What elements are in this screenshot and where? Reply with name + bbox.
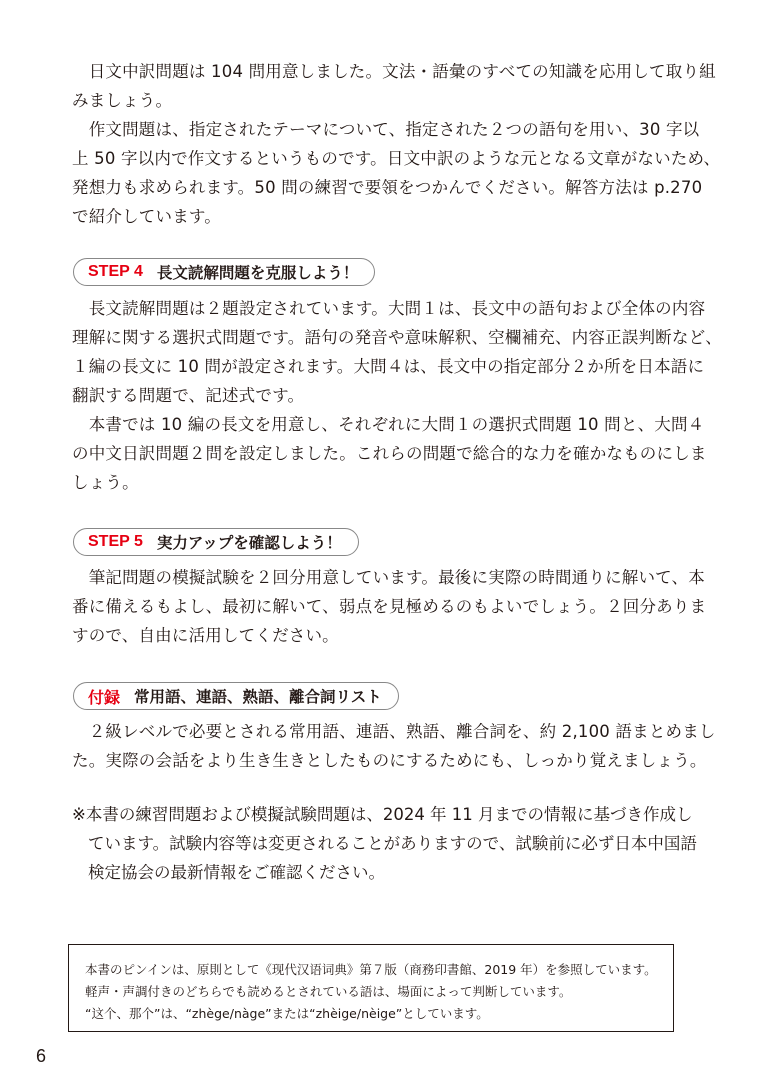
text-line: の中文日訳問題２問を設定しました。これらの問題で総合的な力を確かなものにしま — [72, 444, 707, 463]
text-line: で紹介しています。 — [72, 207, 221, 226]
intro-paragraph-translation — [72, 57, 716, 115]
text-line: みましょう。 — [72, 91, 173, 110]
appendix-heading — [73, 682, 399, 710]
text-line: 番に備えるもよし、最初に解いて、弱点を見極めるのもよいでしょう。２回分ありま — [72, 597, 707, 616]
text-line: ２級レベルで必要とされる常用語、連語、熟語、離合詞を、約 2,100 語まとめまし — [72, 722, 716, 741]
intro-paragraph-composition — [72, 115, 721, 231]
text-line: ています。試験内容等は変更されることがありますので、試験前に必ず日本中国語 — [88, 834, 697, 853]
step4-label: STEP 4 — [88, 263, 143, 280]
step4-paragraph-2 — [72, 410, 707, 497]
text-line: しょう。 — [72, 473, 139, 492]
text-line: １編の長文に 10 問が設定されます。大問４は、長文中の指定部分２か所を日本語に — [72, 357, 705, 376]
step4-heading — [73, 258, 375, 286]
page-number: 6 — [36, 1046, 47, 1066]
text-line: “这个、那个”は、“zhège/nàge”または“zhèige/nèige”としています。 — [85, 1006, 489, 1021]
text-line: 上 50 字以内で作文するというものです。日文中訳のような元となる文章がないため、 — [72, 149, 721, 168]
appendix-paragraph — [72, 717, 716, 775]
text-line: た。実際の会話をより生き生きとしたものにするためにも、しっかり覚えましょう。 — [72, 751, 707, 770]
text-line: 長文読解問題は２題設定されています。大問１は、長文中の語句および全体の内容 — [72, 299, 706, 318]
step5-label: STEP 5 — [88, 533, 143, 550]
text-line: 発想力も求められます。50 問の練習で要領をつかんでください。解答方法は p.270 — [72, 178, 703, 197]
text-line: すので、自由に活用してください。 — [72, 626, 339, 645]
text-line: 作文問題は、指定されたテーマについて、指定された２つの語句を用い、30 字以 — [72, 120, 700, 139]
disclaimer-note — [72, 800, 696, 887]
step5-title: 実力アップを確認しよう！ — [156, 534, 342, 552]
text-line: 本書では 10 編の長文を用意し、それぞれに大問１の選択式問題 10 問と、大問４ — [72, 415, 705, 434]
text-line: 筆記問題の模擬試験を２回分用意しています。最後に実際の時間通りに解いて、本 — [72, 568, 705, 587]
step5-paragraph — [72, 563, 707, 650]
appendix-title: 常用語、連語、熟語、離合詞リスト — [134, 688, 382, 706]
text-line: ※本書の練習問題および模擬試験問題は、2024 年 11 月までの情報に基づき作成し — [72, 805, 693, 824]
text-line: 翻訳する問題で、記述式です。 — [72, 386, 305, 405]
step4-title: 長文読解問題を克服しよう！ — [156, 264, 359, 282]
appendix-label: 付録 — [88, 689, 121, 707]
step5-heading — [73, 528, 359, 556]
text-line: 軽声・声調付きのどちらでも読めるとされている語は、場面によって判断しています。 — [85, 984, 572, 999]
pinyin-note-box — [68, 944, 674, 1032]
step4-paragraph-1 — [72, 294, 722, 410]
text-line: 日文中訳問題は 104 問用意しました。文法・語彙のすべての知識を応用して取り組 — [72, 62, 716, 81]
text-line: 検定協会の最新情報をご確認ください。 — [88, 863, 385, 882]
text-line: 理解に関する選択式問題です。語句の発音や意味解釈、空欄補充、内容正誤判断など、 — [72, 328, 722, 347]
text-line: 本書のピンインは、原則として《现代汉语词典》第７版（商務印書館、2019 年）を参照しています。 — [85, 962, 657, 977]
